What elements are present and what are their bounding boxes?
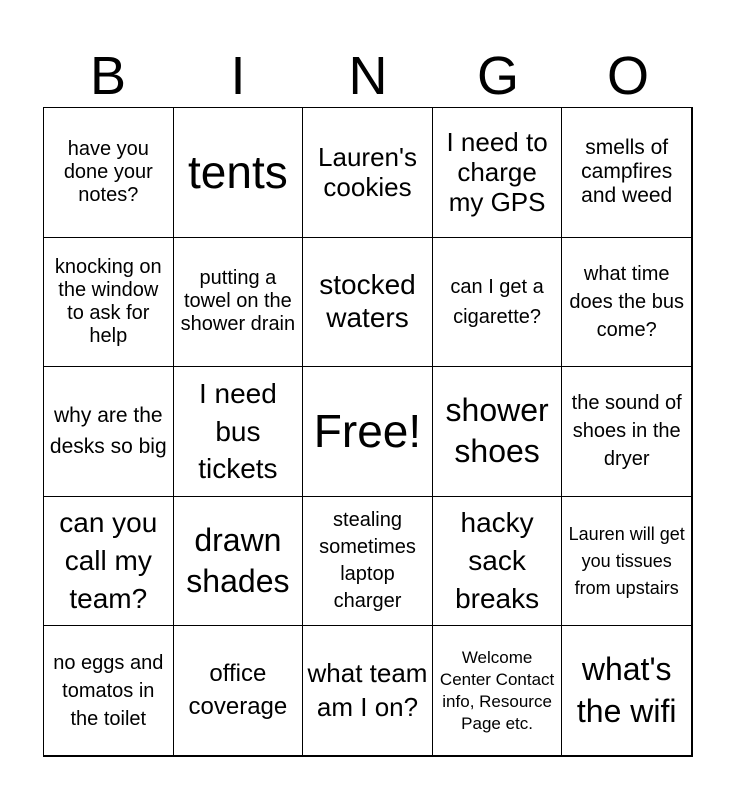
cell-text: Welcome Center Contact info, Resource Page etc. [439,647,555,733]
bingo-cell[interactable] [43,237,174,368]
bingo-cell[interactable] [432,496,563,627]
bingo-cell[interactable] [173,625,304,756]
bingo-cell[interactable] [43,366,174,497]
cell-text: knocking on the window to ask for help [54,255,162,348]
cell-text: stealing sometimes laptop charger [319,509,416,613]
bingo-cell[interactable] [43,625,174,756]
bingo-board [43,107,693,757]
header-letter-n: N [348,46,388,106]
bingo-cell[interactable] [561,366,692,497]
cell-text: what time does the bus come? [569,262,684,341]
cell-text: shower shoes [445,391,549,470]
cell-text: stocked waters [319,269,416,333]
cell-text: no eggs and tomatos in the toilet [53,651,164,730]
bingo-cell[interactable] [173,107,304,238]
cell-text: can I get a cigarette? [450,275,544,328]
bingo-cell[interactable] [561,625,692,756]
bingo-cell[interactable] [302,625,433,756]
cell-text: can you call my team? [59,507,158,614]
bingo-cell[interactable] [561,107,692,238]
header-letter-o: O [606,46,649,106]
cell-text: putting a towel on the shower drain [180,267,296,336]
bingo-cell[interactable] [43,107,174,238]
bingo-cell[interactable] [173,366,304,497]
cell-text: why are the desks so big [49,403,167,459]
header-letter-g: G [476,46,519,106]
cell-text: what team am I on? [307,657,428,722]
bingo-cell[interactable] [173,237,304,368]
bingo-cell[interactable] [561,237,692,368]
cell-text: the sound of shoes in the dryer [571,392,682,471]
bingo-cell[interactable] [432,237,563,368]
bingo-cell[interactable] [432,107,563,238]
cell-text: Lauren's cookies [318,142,417,203]
cell-text: what's the wifi [576,651,677,729]
bingo-cell[interactable] [432,625,563,756]
free-space[interactable] [302,366,433,497]
bingo-cell[interactable] [302,496,433,627]
cell-text: I need bus tickets [198,377,278,485]
cell-text: Free! [313,404,422,457]
bingo-cell[interactable] [173,496,304,627]
bingo-cell[interactable] [43,496,174,627]
bingo-cell[interactable] [432,366,563,497]
bingo-cell[interactable] [561,496,692,627]
cell-text: smells of campfires and weed [581,135,673,208]
cell-text: Lauren will get you tissues from upstairs [568,523,685,598]
cell-text: hacky sack breaks [455,507,540,614]
cell-text: drawn shades [186,521,290,600]
cell-text: have you done your notes? [63,137,153,206]
header-letter-i: I [230,46,246,106]
cell-text: I need to charge my GPS [446,127,548,218]
cell-text: office coverage [188,660,288,720]
header-letter-b: B [89,46,127,106]
bingo-header [43,44,693,108]
bingo-cell[interactable] [302,107,433,238]
cell-text: tents [188,145,288,198]
bingo-cell[interactable] [302,237,433,368]
